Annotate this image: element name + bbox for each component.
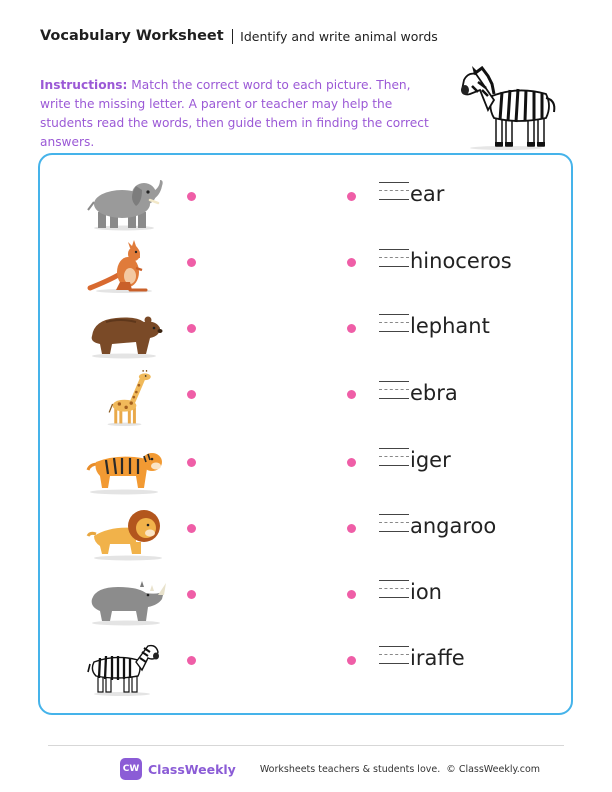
match-dot-right[interactable] bbox=[347, 524, 356, 533]
word-text: iraffe bbox=[410, 646, 465, 670]
match-dot-right[interactable] bbox=[347, 258, 356, 267]
match-dot-left[interactable] bbox=[187, 192, 196, 201]
instructions bbox=[40, 76, 445, 152]
worksheet-subtitle: Identify and write animal words bbox=[240, 28, 438, 44]
word-text: ebra bbox=[410, 381, 458, 405]
match-dot-left[interactable] bbox=[187, 458, 196, 467]
match-dot-left[interactable] bbox=[187, 656, 196, 665]
match-dot-right[interactable] bbox=[347, 324, 356, 333]
match-dot-left[interactable] bbox=[187, 524, 196, 533]
instructions-label: Instructions: bbox=[40, 78, 128, 92]
lion-picture bbox=[86, 506, 168, 562]
tagline-text: Worksheets teachers & students love. bbox=[259, 763, 441, 775]
missing-letter-blank[interactable] bbox=[379, 580, 409, 606]
match-dot-left[interactable] bbox=[187, 590, 196, 599]
word-text: ear bbox=[410, 182, 445, 206]
missing-letter-blank[interactable] bbox=[379, 646, 409, 672]
missing-letter-blank[interactable] bbox=[379, 182, 409, 208]
kangaroo-picture bbox=[86, 238, 168, 294]
missing-letter-blank[interactable] bbox=[379, 249, 409, 275]
word-text: lephant bbox=[410, 314, 490, 338]
footer-tagline bbox=[260, 764, 540, 775]
word-text: ion bbox=[410, 580, 442, 604]
word-text: hinoceros bbox=[410, 249, 512, 273]
match-dot-left[interactable] bbox=[187, 324, 196, 333]
brand-name: ClassWeekly bbox=[148, 761, 236, 777]
giraffe-picture bbox=[86, 370, 168, 426]
match-dot-left[interactable] bbox=[187, 390, 196, 399]
missing-letter-blank[interactable] bbox=[379, 314, 409, 340]
zebra-hero-illustration bbox=[458, 66, 564, 150]
word-text: angaroo bbox=[410, 514, 497, 538]
match-dot-right[interactable] bbox=[347, 656, 356, 665]
classweekly-logo-icon: CW bbox=[120, 758, 142, 780]
missing-letter-blank[interactable] bbox=[379, 381, 409, 407]
copyright-text: © ClassWeekly.com bbox=[446, 763, 541, 775]
word-text: iger bbox=[410, 448, 451, 472]
footer-divider bbox=[48, 745, 564, 746]
instructions-text: Match the correct word to each picture. Then, write the missing letter. A parent or teacher may help the students read the words, then guide them in finding the correct answers. bbox=[40, 78, 429, 149]
elephant-picture bbox=[86, 176, 168, 232]
worksheet-title: Vocabulary Worksheet bbox=[40, 28, 224, 44]
match-dot-right[interactable] bbox=[347, 390, 356, 399]
worksheet-header bbox=[40, 28, 438, 44]
missing-letter-blank[interactable] bbox=[379, 514, 409, 540]
rhinoceros-picture bbox=[86, 575, 168, 631]
match-dot-right[interactable] bbox=[347, 458, 356, 467]
zebra-picture bbox=[86, 640, 168, 696]
match-dot-right[interactable] bbox=[347, 192, 356, 201]
missing-letter-blank[interactable] bbox=[379, 448, 409, 474]
title-separator bbox=[232, 29, 234, 44]
match-dot-left[interactable] bbox=[187, 258, 196, 267]
footer bbox=[120, 758, 540, 780]
tiger-picture bbox=[86, 440, 168, 496]
match-dot-right[interactable] bbox=[347, 590, 356, 599]
bear-picture bbox=[86, 308, 168, 364]
